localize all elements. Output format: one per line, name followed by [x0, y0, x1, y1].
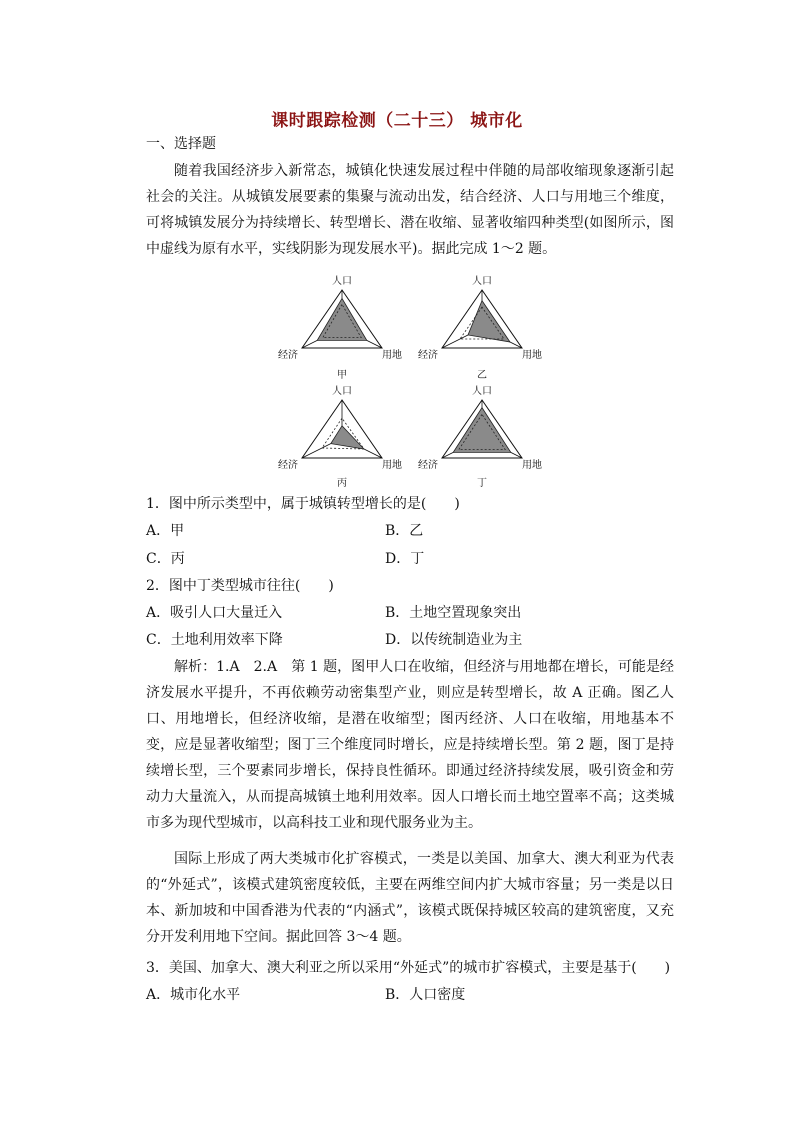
axis-label-economy: 经济: [278, 350, 298, 361]
panel-bing: [278, 384, 402, 489]
q2-option-a: A．吸引人口大量迁入: [146, 605, 283, 621]
q1-option-d: D．丁: [385, 551, 425, 567]
analysis-paragraph: 解析：1.A 2.A 第 1 题，图甲人口在收缩，但经济与用地都在增长，可能是经济发展水平提升，不再依赖劳动密集型产业，则应是转型增长，故 A 正确。图乙人口、用地增长，但经济收缩，是潜在收缩型；图丙经济、人口在收缩，用地基本不变，应是显著收缩型；图丁三个维度同时增长，应是持续增长型。第 2 题，图丁是持续增长型，三个要素同步增长，保持良性循环。即通过经济持续发展，吸引资金和劳动力大量流入，从而提高城镇土地利用效率。因人口增长而土地空置率不高；这类城市多为现代型城市，以高科技工业和现代服务业为主。: [146, 659, 674, 831]
axis-label-economy: 经济: [278, 460, 298, 471]
axis-label-population: 人口: [332, 386, 352, 397]
axis-label-economy: 经济: [418, 350, 438, 361]
radar-diagram: [270, 268, 560, 490]
q2-option-d: D．以传统制造业为主: [385, 632, 523, 648]
panel-label: 甲: [337, 370, 347, 381]
q2-option-b: B．土地空置现象突出: [385, 605, 522, 621]
intro-paragraph-2: 国际上形成了两大类城市化扩容模式，一类是以美国、加拿大、澳大利亚为代表的“外延式”，该模式建筑密度较低，主要在两维空间内扩大城市容量；另一类是以日本、新加坡和中国香港为代表的“内涵式”，该模式既保持城区较高的建筑密度，又充分开发利用地下空间。据此回答 3～4 题。: [146, 851, 674, 945]
question-2-stem: 2．图中丁类型城市往往( ): [146, 578, 334, 594]
axis-label-population: 人口: [472, 386, 492, 397]
q1-option-c: C．丙: [146, 551, 185, 567]
q1-option-b: B．乙: [385, 523, 424, 539]
intro-paragraph-1: 随着我国经济步入新常态，城镇化快速发展过程中伴随的局部收缩现象逐渐引起社会的关注。从城镇发展要素的集聚与流动出发，结合经济、人口与用地三个维度，可将城镇发展分为持续增长、转型增长、潜在收缩、显著收缩四种类型(如图所示，图中虚线为原有水平，实线阴影为现发展水平)。据此完成 1～2 题。: [146, 163, 674, 257]
panel-label: 丙: [337, 478, 347, 489]
axis-label-economy: 经济: [418, 460, 438, 471]
question-3-stem: 3．美国、加拿大、澳大利亚之所以采用“外延式”的城市扩容模式，主要是基于( ): [146, 960, 671, 976]
panel-label: 乙: [477, 370, 487, 381]
q2-option-c: C．土地利用效率下降: [146, 632, 283, 648]
panel-ding: [418, 384, 542, 489]
axis-label-land: 用地: [522, 350, 542, 361]
axis-label-land: 用地: [382, 350, 402, 361]
axis-label-land: 用地: [522, 460, 542, 471]
axis-label-population: 人口: [472, 276, 492, 287]
page-title: 课时跟踪检测（二十三） 城市化: [271, 111, 523, 131]
panel-yi: [418, 274, 542, 381]
panel-jia: [278, 274, 402, 381]
section-heading: 一、选择题: [146, 136, 216, 152]
q3-option-b: B．人口密度: [385, 987, 466, 1003]
axis-label-land: 用地: [382, 460, 402, 471]
current-level-shape: [331, 426, 364, 449]
q1-option-a: A．甲: [146, 523, 185, 539]
panel-label: 丁: [477, 478, 487, 489]
axis-label-population: 人口: [332, 276, 352, 287]
question-1-stem: 1．图中所示类型中，属于城镇转型增长的是( ): [146, 496, 460, 512]
q3-option-a: A．城市化水平: [146, 987, 241, 1003]
